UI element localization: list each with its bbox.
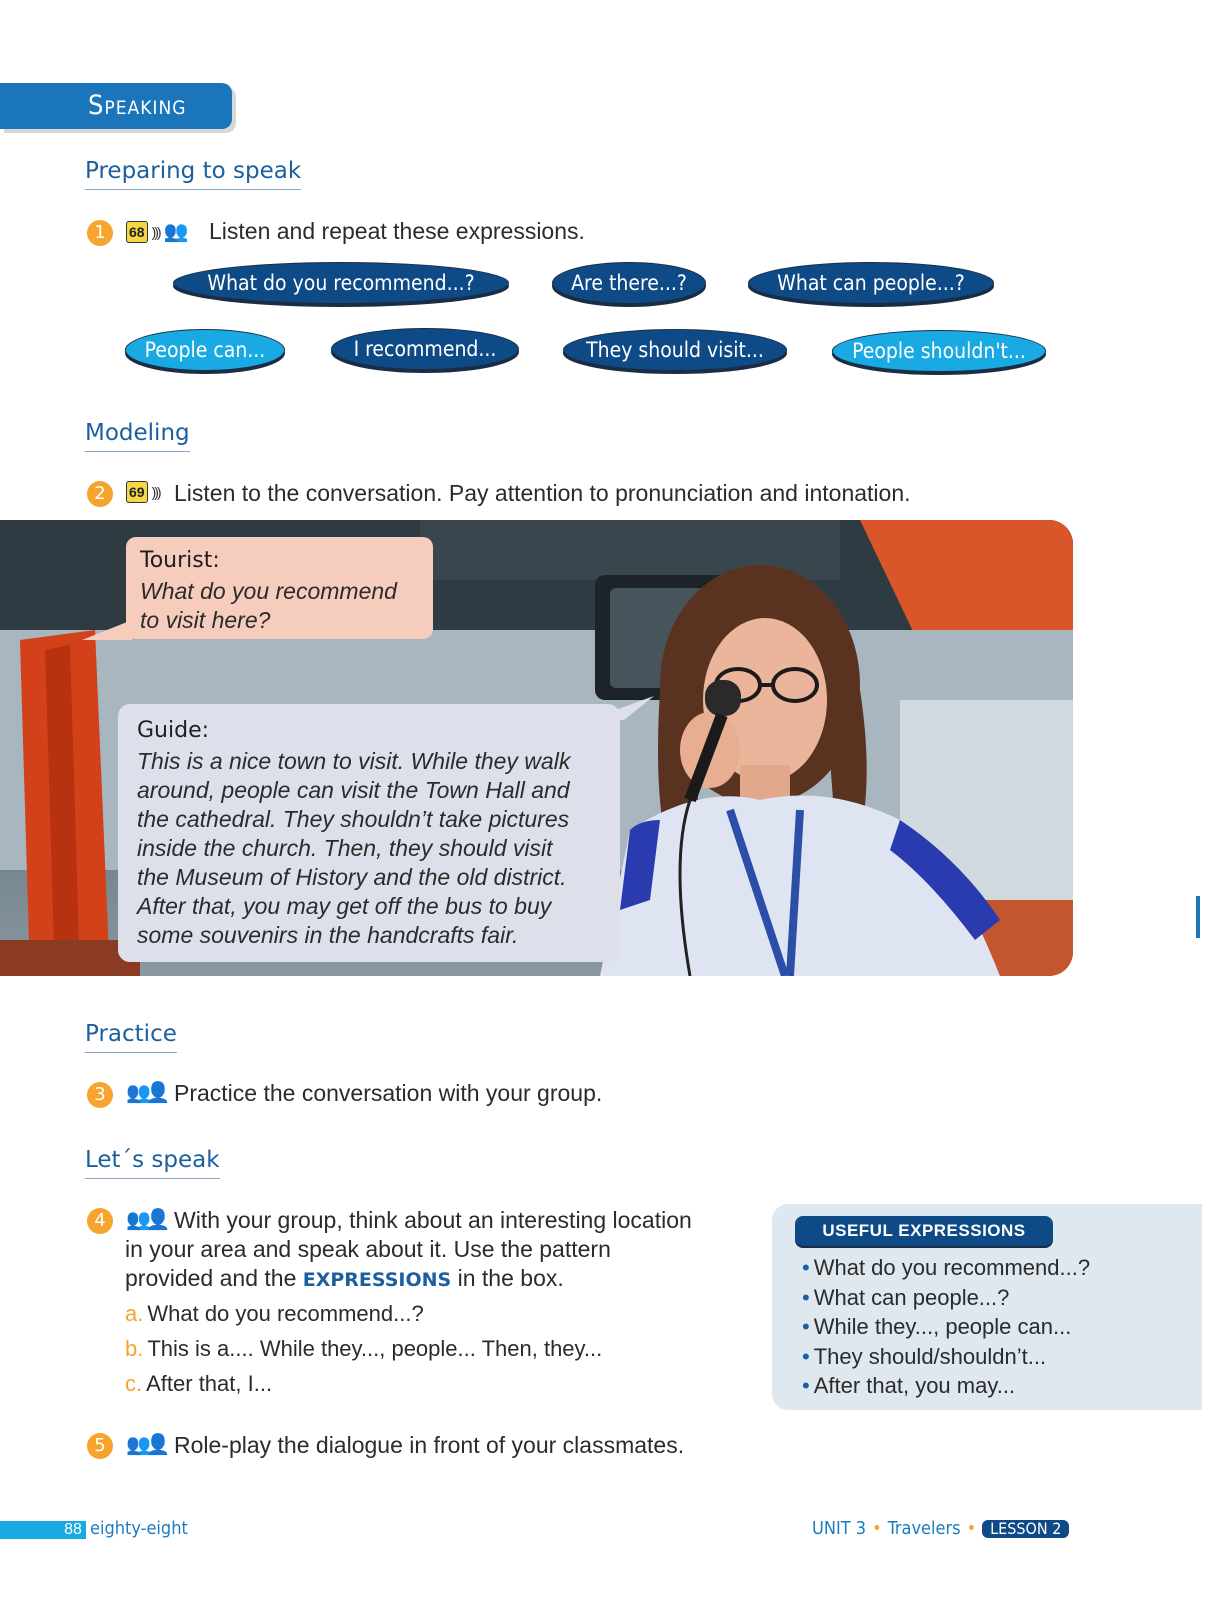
expression-pill: They should visit...: [563, 329, 787, 371]
sound-waves-icon: ))): [151, 484, 160, 500]
guide-line: inside the church. Then, they should visit: [137, 835, 553, 861]
pattern-item: [125, 1296, 602, 1331]
group-icon: 👥👤: [126, 1082, 166, 1104]
activity4-text: in the box.: [451, 1265, 564, 1291]
group-icon: 👥👤: [126, 1434, 166, 1456]
item-text: What do you recommend...?: [147, 1301, 424, 1326]
item-letter: b.: [125, 1336, 144, 1361]
section-title-lets-speak: Let´s speak: [85, 1147, 220, 1179]
expression-pill: What can people...?: [748, 262, 994, 304]
activity5-instruction: Role-play the dialogue in front of your classmates.: [174, 1432, 685, 1458]
useful-item-text: While they..., people can...: [813, 1314, 1072, 1339]
tourist-label: Tourist:: [140, 548, 220, 573]
activity2-icons: [126, 481, 160, 503]
group-icon: 👥👤: [126, 1209, 166, 1231]
useful-item-text: What can people...?: [813, 1284, 1010, 1310]
activity-number: 3: [87, 1082, 113, 1108]
activity4-pattern-list: [125, 1296, 602, 1401]
expressions-keyword: EXPRESSIONS: [302, 1269, 452, 1291]
pattern-item: [125, 1366, 602, 1401]
sound-waves-icon: ))): [151, 223, 160, 240]
guide-line: the cathedral. They shouldn’t take pictures: [137, 806, 570, 832]
cd-audio-icon[interactable]: 68: [126, 221, 148, 243]
tourist-line: to visit here?: [140, 607, 271, 633]
activity-number: 5: [87, 1433, 113, 1459]
separator-dot: •: [966, 1518, 977, 1539]
useful-item-text: After that, you may...: [813, 1373, 1016, 1398]
guide-line: the Museum of History and the old district.: [137, 864, 567, 890]
tourist-bubble-tail: [82, 620, 142, 642]
expression-pill: People can...: [125, 329, 285, 371]
useful-item: [802, 1283, 1090, 1313]
section-title-practice: Practice: [85, 1021, 177, 1053]
useful-item: [802, 1342, 1090, 1372]
activity4-text: provided and the: [125, 1265, 303, 1291]
separator-dot: •: [872, 1518, 882, 1539]
useful-item-text: They should/shouldn’t...: [813, 1343, 1047, 1369]
page-edge-tab: [1196, 896, 1200, 938]
item-text: This is a.... While they..., people... Then, they...: [147, 1336, 603, 1361]
activity4-line: in your area and speak about it. Use the pattern: [125, 1236, 611, 1262]
section-title-preparing: Preparing to speak: [85, 158, 301, 190]
activity1-icons: [126, 219, 183, 244]
cd-audio-icon[interactable]: 69: [126, 481, 148, 503]
topic-label: Travelers: [887, 1518, 961, 1539]
guide-line: After that, you may get off the bus to buy: [137, 893, 552, 919]
unit-label: UNIT 3: [812, 1518, 867, 1539]
useful-item: [802, 1371, 1090, 1401]
bullet: •: [802, 1255, 810, 1280]
section-banner-title: Speaking: [88, 90, 187, 121]
guide-line: around, people can visit the Town Hall and: [137, 777, 570, 803]
footer-unit-info: [812, 1518, 1069, 1539]
useful-item: [802, 1312, 1090, 1342]
bullet: •: [802, 1314, 810, 1339]
tourist-line: What do you recommend: [140, 578, 397, 604]
bullet: •: [802, 1373, 810, 1398]
item-letter: a.: [125, 1301, 144, 1326]
pair-icon: 👥: [163, 221, 184, 243]
lesson-badge: LESSON 2: [982, 1520, 1069, 1538]
guide-line: some souvenirs in the handcrafts fair.: [137, 922, 519, 948]
activity-number: 4: [87, 1208, 113, 1234]
expression-pill: Are there...?: [552, 262, 706, 304]
useful-item: [802, 1253, 1090, 1283]
activity2-instruction: Listen to the conversation. Pay attention to pronunciation and intonation.: [174, 480, 911, 506]
item-letter: c.: [125, 1371, 143, 1396]
bullet: •: [802, 1343, 810, 1369]
activity-number: 2: [87, 481, 113, 507]
useful-expressions-title: USEFUL EXPRESSIONS: [795, 1216, 1053, 1246]
item-text: After that, I...: [146, 1371, 273, 1396]
useful-expressions-list: [802, 1253, 1090, 1401]
expression-pill: What do you recommend...?: [173, 262, 509, 304]
expression-pill: People shouldn't...: [832, 330, 1046, 372]
activity4-line: [125, 1265, 564, 1292]
bullet: •: [802, 1284, 810, 1310]
pattern-item: [125, 1331, 602, 1366]
activity4-line: With your group, think about an interesting location: [174, 1207, 692, 1233]
guide-text: [137, 747, 570, 950]
section-title-modeling: Modeling: [85, 420, 190, 452]
activity3-instruction: Practice the conversation with your group.: [174, 1080, 603, 1106]
activity-number: 1: [87, 220, 113, 246]
guide-line: This is a nice town to visit. While they walk: [137, 748, 571, 774]
useful-item-text: What do you recommend...?: [813, 1255, 1091, 1280]
page-number: 88: [60, 1521, 86, 1539]
expression-pill: I recommend...: [331, 328, 519, 370]
activity1-instruction: Listen and repeat these expressions.: [209, 218, 585, 244]
page-number-words: eighty-eight: [90, 1518, 188, 1539]
guide-label: Guide:: [137, 718, 210, 743]
